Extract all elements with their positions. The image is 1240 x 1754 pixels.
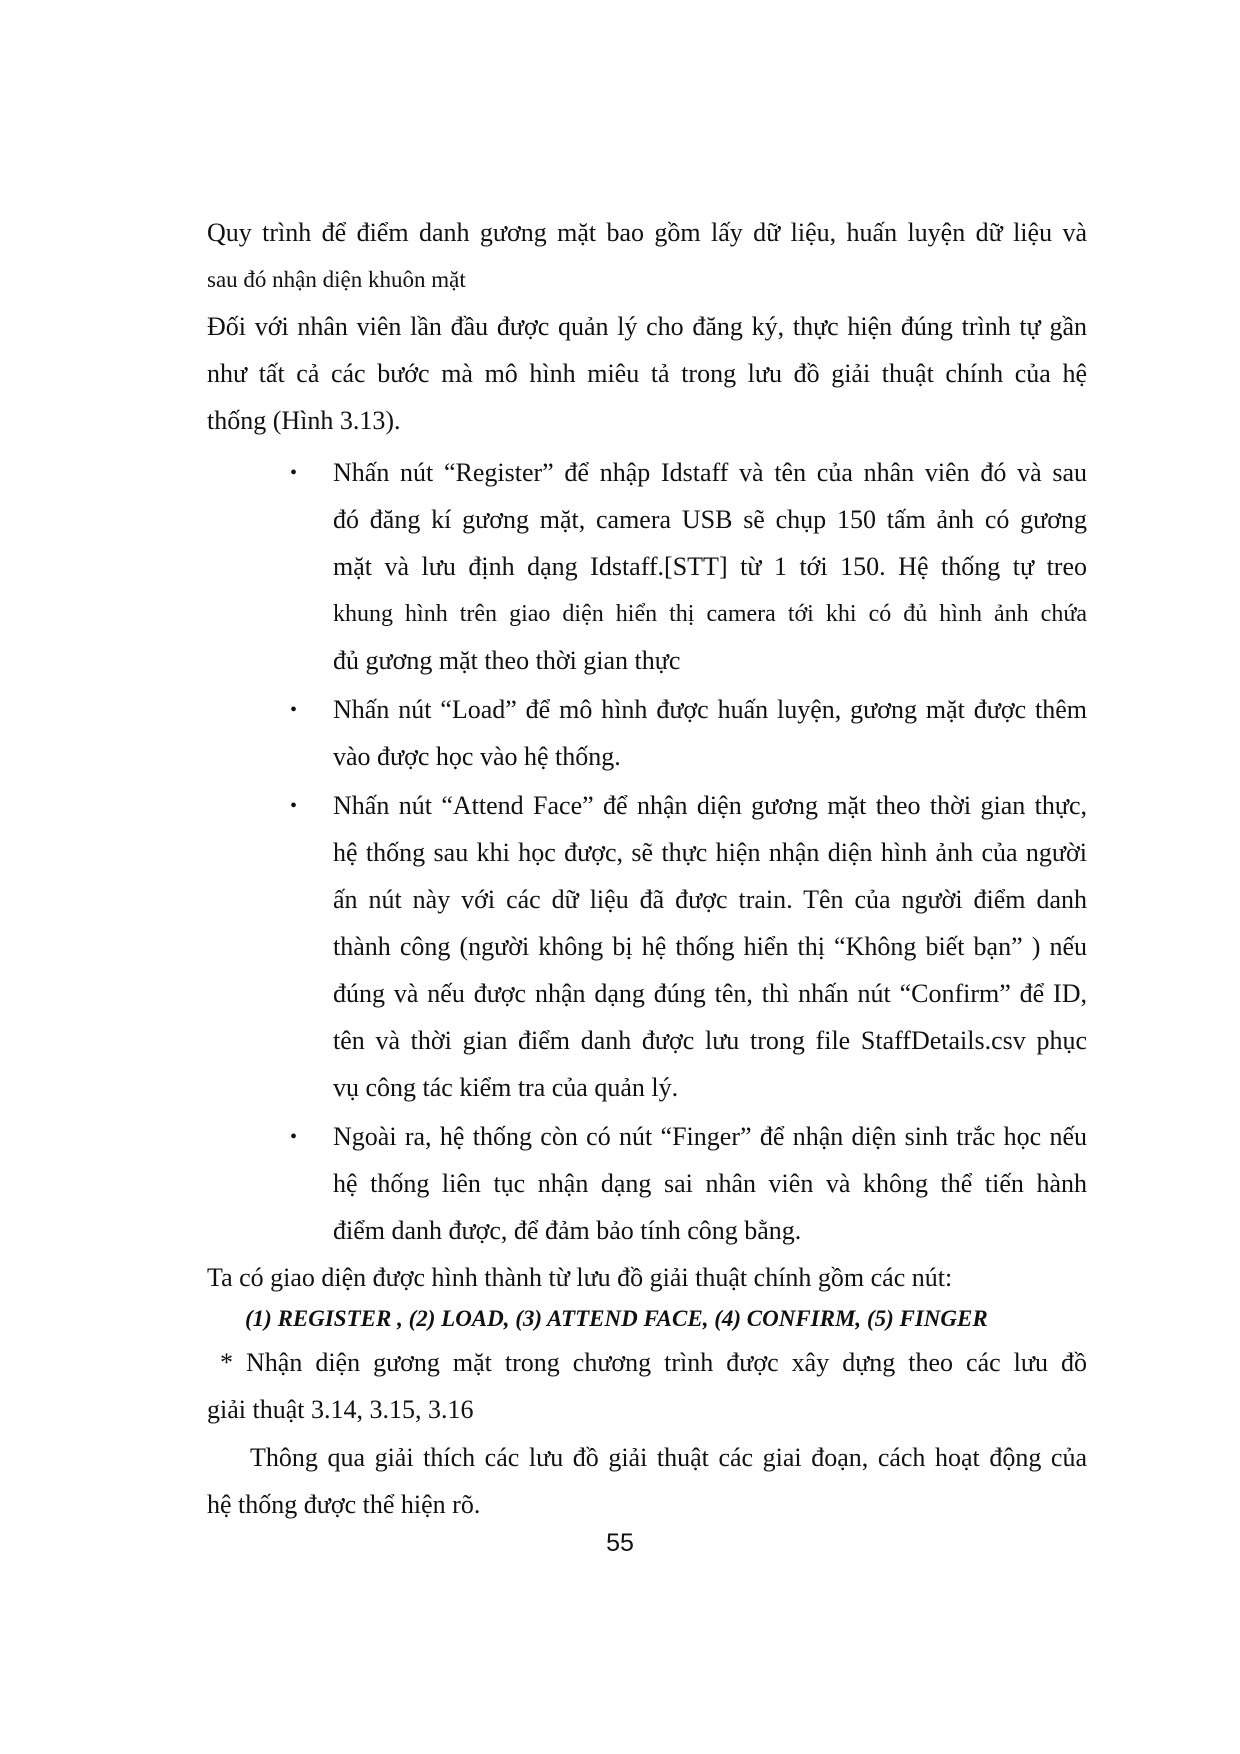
- bullet-1-line-1: Nhấn nút “Register” để nhập Idstaff và tên của nhân viên đó và sau: [333, 458, 1087, 487]
- bullet-3-line-5: đúng và nếu được nhận dạng đúng tên, thì nhấn nút “Confirm” để ID,: [333, 979, 1087, 1008]
- bullet-1-line-4: khung hình trên giao diện hiển thị camera tới khi có đủ hình ảnh chứa: [333, 601, 1087, 627]
- intro-line-2: sau đó nhận diện khuôn mặt: [207, 267, 466, 292]
- intro-line-3: Đối với nhân viên lần đầu được quản lý cho đăng ký, thực hiện đúng trình tự gần: [207, 312, 1087, 341]
- page-number: 55: [606, 1529, 634, 1557]
- bullet-1-line-5: đủ gương mặt theo thời gian thực: [333, 646, 681, 675]
- bullet-4-line-3: điểm danh được, để đảm bảo tính công bằng.: [333, 1216, 802, 1245]
- bullet-3-line-3: ấn nút này với các dữ liệu đã được train. Tên của người điểm danh: [333, 885, 1087, 914]
- bullet-1-line-3: mặt và lưu định dạng Idstaff.[STT] từ 1 tới 150. Hệ thống tự treo: [333, 552, 1087, 581]
- bullet-marker-2: •: [290, 699, 298, 721]
- outro-line-2: * Nhận diện gương mặt trong chương trình được xây dựng theo các lưu đồ: [207, 1348, 1087, 1377]
- intro-line-4: như tất cả các bước mà mô hình miêu tả trong lưu đồ giải thuật chính của hệ: [207, 359, 1087, 388]
- intro-line-1: Quy trình để điểm danh gương mặt bao gồm lấy dữ liệu, huấn luyện dữ liệu và: [207, 218, 1087, 247]
- bullet-3-line-2: hệ thống sau khi học được, sẽ thực hiện nhận diện hình ảnh của người: [333, 838, 1087, 867]
- bullet-4-line-2: hệ thống liên tục nhận dạng sai nhân viên và không thể tiến hành: [333, 1169, 1087, 1198]
- bullet-1-line-2: đó đăng kí gương mặt, camera USB sẽ chụp 150 tấm ảnh có gương: [333, 505, 1087, 534]
- bullet-3-line-7: vụ công tác kiểm tra của quản lý.: [333, 1073, 679, 1102]
- outro-line-4: Thông qua giải thích các lưu đồ giải thuật các giai đoạn, cách hoạt động của: [250, 1443, 1087, 1472]
- bullet-2-line-1: Nhấn nút “Load” để mô hình được huấn luyện, gương mặt được thêm: [333, 695, 1087, 724]
- bullet-marker-1: •: [290, 462, 298, 484]
- outro-line-1: Ta có giao diện được hình thành từ lưu đồ giải thuật chính gồm các nút:: [207, 1263, 953, 1292]
- bullet-3-line-1: Nhấn nút “Attend Face” để nhận diện gương mặt theo thời gian thực,: [333, 791, 1087, 820]
- bullet-3-line-4: thành công (người không bị hệ thống hiển thị “Không biết bạn” ) nếu: [333, 932, 1087, 961]
- bullet-2-line-2: vào được học vào hệ thống.: [333, 742, 621, 771]
- intro-line-5: thống (Hình 3.13).: [207, 406, 401, 435]
- outro-line-3: giải thuật 3.14, 3.15, 3.16: [207, 1395, 474, 1424]
- button-list-line: (1) REGISTER , (2) LOAD, (3) ATTEND FACE, (4) CONFIRM, (5) FINGER: [245, 1306, 988, 1331]
- bullet-marker-4: •: [290, 1126, 298, 1148]
- bullet-4-line-1: Ngoài ra, hệ thống còn có nút “Finger” để nhận diện sinh trắc học nếu: [333, 1122, 1087, 1151]
- bullet-marker-3: •: [290, 795, 298, 817]
- outro-line-5: hệ thống được thể hiện rõ.: [207, 1490, 481, 1519]
- bullet-3-line-6: tên và thời gian điểm danh được lưu trong file StaffDetails.csv phục: [333, 1026, 1087, 1055]
